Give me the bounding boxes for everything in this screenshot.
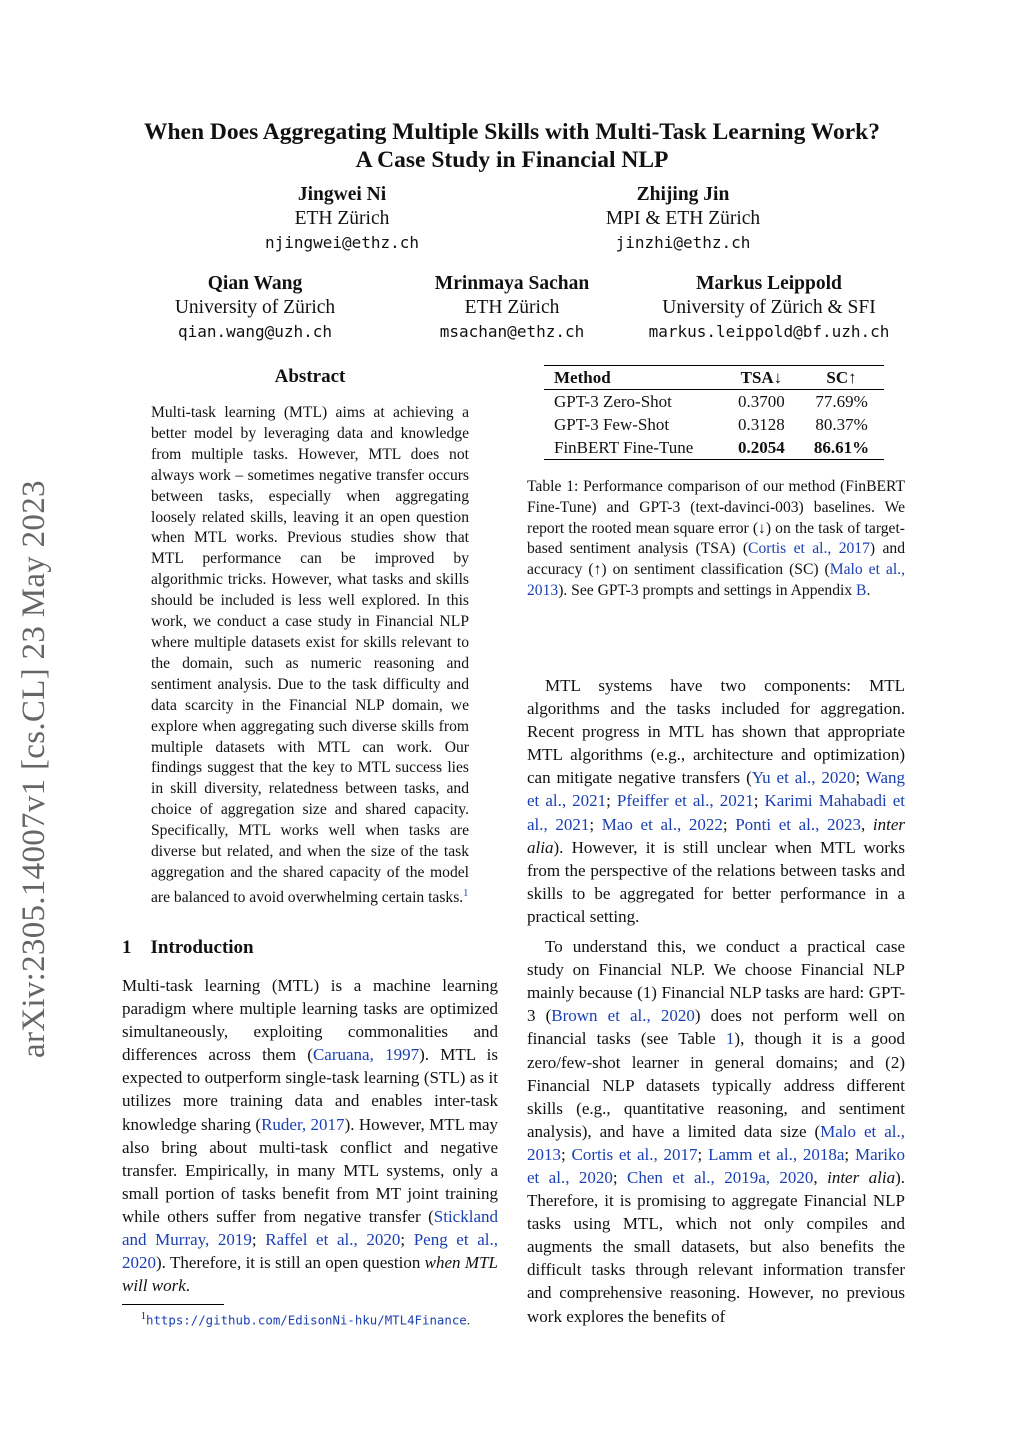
author-name: Markus Leippold — [696, 273, 842, 294]
table-row — [544, 413, 884, 436]
citation-link[interactable]: Malo et al., 2013 — [527, 561, 905, 599]
table-cell: 0.2054 — [724, 436, 799, 460]
text-run: To understand this, we conduct a practical case study on Financial NLP. We choose Financial NLP mainly because (1) Financial NLP tasks are hard: GPT-3 ( — [527, 937, 905, 1026]
author-affiliation: University of Zürich & SFI — [662, 297, 876, 318]
citation-link[interactable]: Peng et al., 2020 — [122, 1230, 498, 1273]
text-run: ). However, it is still unclear when MTL works from the perspective of the relations between tasks and skills to be aggregated for better performance in a practical setting. — [527, 837, 905, 926]
author-email[interactable]: msachan@ethz.ch — [439, 322, 585, 341]
citation-link[interactable]: Yu et al., 2020 — [751, 768, 856, 788]
text-run: ). However, MTL may also bring about multi-task conflict and negative transfer. Empirically, in many MTL systems, only a small portion of tasks benefit from MT joint training while others suffer from negative transfer ( — [122, 1114, 498, 1226]
column-header: TSA↓ — [724, 366, 799, 390]
text-run: ). MTL is expected to outperform single-task learning (STL) as it utilizes more training data and enables inter-task knowledge sharing ( — [122, 1045, 498, 1134]
table-cell: 77.69% — [815, 392, 868, 411]
text-run: Multi-task learning (MTL) is a machine learning paradigm where multiple learning tasks are optimized simultaneously, exploiting commonalities and differences across them ( — [122, 976, 498, 1065]
text-run: ; — [251, 1230, 266, 1250]
paper-title — [80, 118, 944, 174]
table-cell: 80.37% — [815, 415, 868, 434]
text-run: . — [866, 581, 871, 599]
text-run: ; — [561, 1144, 572, 1164]
results-table — [544, 365, 884, 460]
text-run: Table 1: Performance comparison of our method (FinBERT Fine-Tune) and GPT-3 (text-davinci-003) baselines. We report the rooted mean square error (↓) on the task of target-based sentiment analysis (TSA) ( — [527, 478, 905, 558]
citation-link[interactable]: Raffel et al., 2020 — [265, 1230, 401, 1250]
citation-link[interactable]: Ruder, 2017 — [261, 1114, 345, 1134]
italic-text: when MTL will work — [122, 1253, 498, 1296]
citation-link[interactable]: Chen et al., 2019a, 2020 — [627, 1167, 814, 1187]
author-affiliation: University of Zürich — [174, 297, 336, 318]
text-run: , — [813, 1167, 828, 1187]
citation-link[interactable]: 1 — [725, 1029, 735, 1049]
text-run: ). See GPT-3 prompts and settings in Appendix — [558, 581, 857, 599]
table-row — [544, 436, 884, 460]
citation-link[interactable]: Stickland and Murray, 2019 — [122, 1206, 498, 1250]
abstract-text — [151, 403, 469, 909]
citation-link[interactable]: Malo et al., 2013 — [527, 1121, 905, 1164]
italic-text: inter alia — [827, 1167, 896, 1187]
footnote-tail: . — [466, 1312, 471, 1328]
text-run: ) does not perform well on financial tasks (see Table — [527, 1006, 905, 1049]
author-email[interactable]: jinzhi@ethz.ch — [615, 233, 751, 252]
citation-link[interactable]: Brown et al., 2020 — [551, 1006, 695, 1026]
text-run: . — [185, 1276, 191, 1296]
citation-link[interactable]: Cortis et al., 2017 — [571, 1144, 698, 1164]
text-run: ), though it is a good zero/few-shot learner in general domains; and (2) Financial NLP datasets typically address different skills (e.g., quantitative reasoning, and sentiment analysis), and have a limited data size ( — [527, 1029, 905, 1141]
table-cell: GPT-3 Few-Shot — [554, 415, 670, 434]
author-block — [630, 272, 908, 344]
text-run: ; — [606, 791, 617, 811]
author-block — [150, 272, 360, 344]
table-cell: GPT-3 Zero-Shot — [554, 392, 672, 411]
citation-link[interactable]: Wang et al., 2021 — [527, 768, 905, 811]
intro-column-right — [527, 674, 905, 1328]
paragraph — [527, 674, 905, 928]
footnote-mark: 1 — [141, 1311, 146, 1322]
author-email[interactable]: njingwei@ethz.ch — [264, 233, 420, 252]
text-run: ) and accuracy (↑) on sentiment classification (SC) ( — [527, 540, 906, 579]
author-email[interactable]: qian.wang@uzh.ch — [177, 322, 333, 341]
paragraph — [527, 935, 905, 1328]
italic-text: inter alia — [527, 814, 905, 857]
text-run: ; — [400, 1230, 414, 1250]
table-cell: FinBERT Fine-Tune — [544, 436, 724, 460]
table-row — [544, 390, 884, 414]
table-header-row — [544, 366, 884, 390]
author-affiliation: ETH Zürich — [464, 297, 560, 318]
citation-link[interactable]: Mao et al., 2022 — [601, 814, 723, 834]
table-cell: 86.61% — [799, 436, 884, 460]
text-run: ; — [612, 1167, 628, 1187]
citation-link[interactable]: Caruana, 1997 — [312, 1045, 420, 1065]
author-name: Qian Wang — [207, 273, 303, 294]
citation-link[interactable]: Karimi Mahabadi et al., 2021 — [527, 791, 905, 834]
text-run: ). Therefore, it is still an open question — [156, 1253, 425, 1273]
citation-link[interactable]: B — [856, 581, 867, 599]
text-run: ; — [697, 1144, 709, 1164]
author-name: Jingwei Ni — [297, 184, 387, 205]
table-cell: 0.3700 — [738, 392, 785, 411]
column-header: SC↑ — [799, 366, 884, 390]
table-cell: 0.3128 — [738, 415, 785, 434]
text-run: ; — [589, 814, 602, 834]
footnote-link[interactable]: https://github.com/EdisonNi-hku/MTL4Finance — [146, 1312, 467, 1328]
author-affiliation: ETH Zürich — [294, 208, 390, 229]
title-line-2: A Case Study in Financial NLP — [355, 147, 669, 173]
author-name: Zhijing Jin — [636, 184, 730, 205]
text-run: MTL systems have two components: MTL algorithms and the tasks included for aggregation. Recent progress in MTL has shown that appropriate MTL algorithms (e.g., architecture and optimization) can mitigate negative transfers ( — [527, 676, 905, 788]
author-block — [242, 183, 442, 255]
text-run: , — [861, 814, 873, 834]
paragraph — [122, 974, 498, 1297]
text-run: ). Therefore, it is promising to aggregate Financial NLP tasks using MTL, which not only compiles and augments the small datasets, but also benefits the difficult tasks through relevant information transfer and comprehensive reasoning. However, no previous work explores the benefits of — [527, 1167, 905, 1326]
footnote-rule — [122, 1304, 224, 1305]
author-block — [563, 183, 803, 255]
table-caption — [527, 477, 905, 602]
intro-column-left — [122, 974, 498, 1297]
author-name: Mrinmaya Sachan — [434, 273, 590, 294]
abstract-heading: Abstract — [274, 366, 346, 387]
text-run: ; — [844, 1144, 855, 1164]
title-line-1: When Does Aggregating Multiple Skills with Multi-Task Learning Work? — [143, 119, 880, 145]
section-number: 1 — [122, 937, 132, 958]
section-heading — [122, 937, 254, 959]
abstract-body: Multi-task learning (MTL) aims at achieving a better model by leveraging data and knowledge from multiple tasks. However, MTL does not always work – sometimes negative transfer occurs between tasks, especially when aggregating loosely related skills, leaving it an open question when MTL works. Previous studies show that MTL performance can be improved by algorithmic tricks. However, what tasks and skills should be included is less well explored. In this work, we conduct a case study in Financial NLP where multiple datasets exist for skills relevant to the domain, such as numeric reasoning and sentiment analysis. Due to the task difficulty and data scarcity in the Financial NLP domain, we explore when aggregating such diverse skills from multiple datasets with MTL can work. Our findings suggest that the key to MTL success lies in skill diversity, relatedness between tasks, and choice of aggregation size and shared capacity. Specifically, MTL works well when tasks are diverse but related, and when the size of the task aggregation and the shared capacity of the model are balanced to avoid overwhelming certain tasks. — [151, 404, 469, 907]
author-email[interactable]: markus.leippold@bf.uzh.ch — [648, 322, 890, 341]
author-block — [412, 272, 612, 344]
citation-link[interactable]: Lamm et al., 2018a — [708, 1144, 845, 1164]
footnote — [141, 1311, 470, 1328]
text-run: ; — [753, 791, 765, 811]
text-run: ; — [855, 768, 866, 788]
citation-link[interactable]: Ponti et al., 2023 — [735, 814, 862, 834]
author-affiliation: MPI & ETH Zürich — [605, 208, 761, 229]
footnote-ref[interactable]: 1 — [463, 887, 469, 899]
section-title: Introduction — [150, 937, 254, 958]
text-run: ; — [722, 814, 736, 834]
arxiv-stamp: arXiv:2305.14007v1 [cs.CL] 23 May 2023 — [16, 480, 52, 1058]
column-header: Method — [544, 366, 724, 390]
citation-link[interactable]: Cortis et al., 2017 — [748, 540, 870, 558]
citation-link[interactable]: Pfeiffer et al., 2021 — [616, 791, 754, 811]
citation-link[interactable]: Mariko et al., 2020 — [527, 1144, 905, 1187]
